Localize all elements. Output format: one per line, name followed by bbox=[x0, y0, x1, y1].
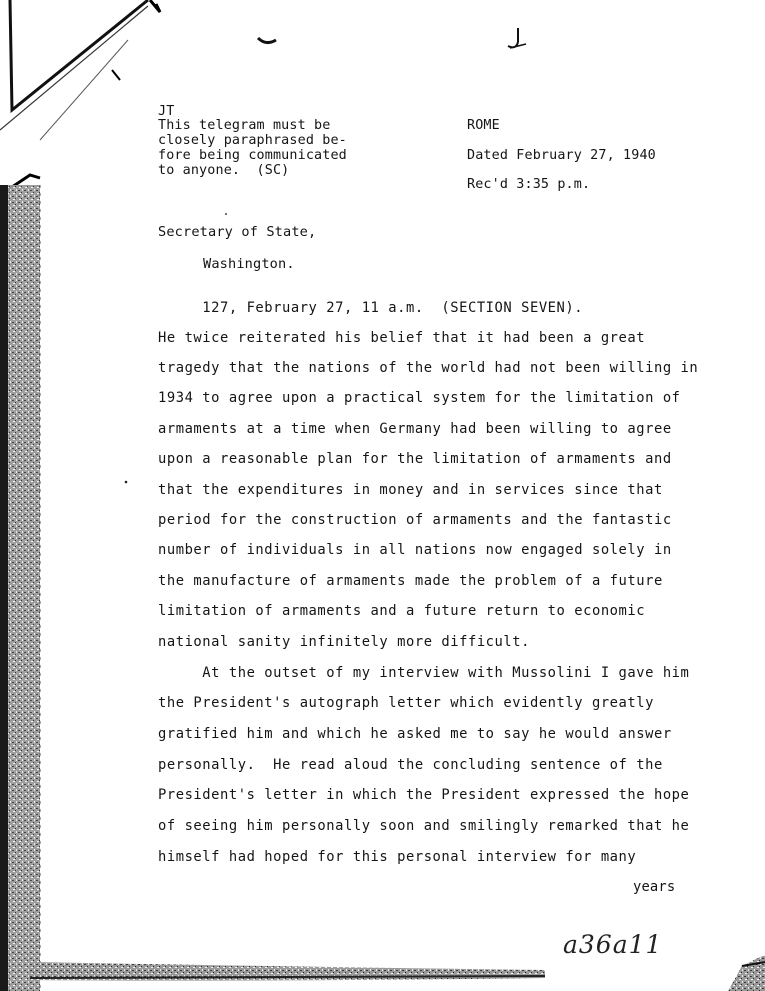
origin-city: ROME bbox=[467, 118, 500, 133]
body-line: of seeing him personally soon and smilingly remarked that he bbox=[158, 818, 690, 834]
body-line: national sanity infinitely more difficult. bbox=[158, 634, 530, 650]
body-line: He twice reiterated his belief that it had been a great bbox=[158, 330, 646, 346]
received-line: Rec'd 3:35 p.m. bbox=[467, 177, 591, 192]
body-line: President's letter in which the President expressed the hope bbox=[158, 787, 690, 803]
body-line: the President's autograph letter which evidently greatly bbox=[158, 695, 654, 711]
body-line: period for the construction of armaments and the fantastic bbox=[158, 512, 672, 528]
body-line: the manufacture of armaments made the problem of a future bbox=[158, 573, 663, 589]
body-line: upon a reasonable plan for the limitation of armaments and bbox=[158, 451, 672, 467]
body-line: 1934 to agree upon a practical system for the limitation of bbox=[158, 390, 681, 406]
body-line: At the outset of my interview with Mussolini I gave him bbox=[158, 665, 690, 681]
body-line: number of individuals in all nations now engaged solely in bbox=[158, 542, 672, 558]
dated-line: Dated February 27, 1940 bbox=[467, 148, 656, 163]
paraphrase-notice-line-1: This telegram must be bbox=[158, 118, 331, 133]
addressee-line-1: Secretary of State, bbox=[158, 224, 317, 240]
paraphrase-notice-line-2: closely paraphrased be- bbox=[158, 133, 347, 148]
body-line: 127, February 27, 11 a.m. (SECTION SEVEN). bbox=[158, 300, 584, 316]
body-line: gratified him and which he asked me to say he would answer bbox=[158, 726, 672, 742]
body-line: limitation of armaments and a future return to economic bbox=[158, 603, 646, 619]
body-line: tragedy that the nations of the world had not been willing in bbox=[158, 360, 699, 376]
paraphrase-notice-line-3: fore being communicated bbox=[158, 148, 347, 163]
paraphrase-notice-line-4: to anyone. (SC) bbox=[158, 163, 290, 178]
continuation-word: years bbox=[633, 879, 676, 895]
addressee-line-2: Washington. bbox=[203, 256, 295, 272]
body-line: himself had hoped for this personal interview for many bbox=[158, 849, 637, 865]
handwritten-filing-number: a36a11 bbox=[563, 930, 663, 959]
body-line: personally. He read aloud the concluding sentence of the bbox=[158, 757, 663, 773]
body-line: that the expenditures in money and in services since that bbox=[158, 482, 663, 498]
initials: JT bbox=[158, 104, 175, 119]
body-line: armaments at a time when Germany had been willing to agree bbox=[158, 421, 672, 437]
